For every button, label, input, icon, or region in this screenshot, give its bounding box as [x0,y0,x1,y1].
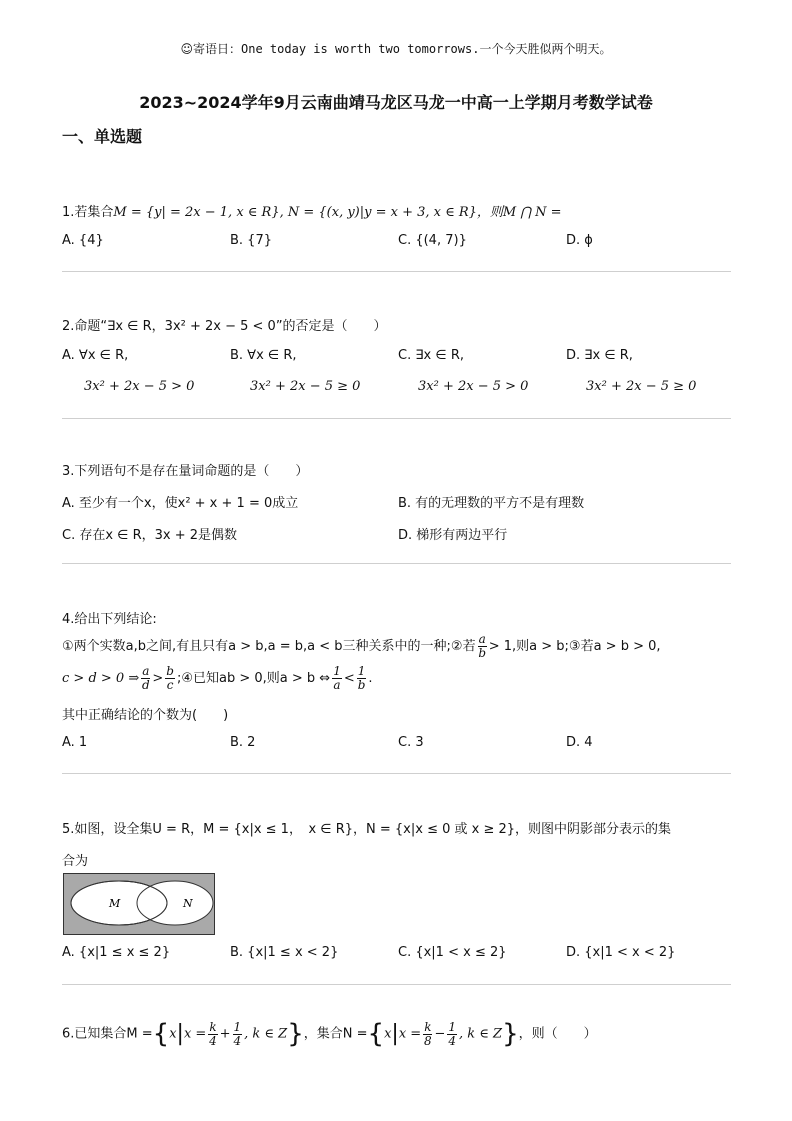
q6-fraction: $\frac{k}{4}$ [209,1019,217,1048]
q4-option-a: A. 1 [62,735,88,750]
header-motto [0,40,792,57]
q4-option-c: C. 3 [398,735,424,750]
q1-option-d: D. ϕ [566,233,593,248]
q5-option-d: D. {x|1 < x < 2} [566,945,676,960]
divider [62,773,731,774]
q6-fraction: $\frac{k}{8}$ [424,1019,432,1048]
q5-stem-line2: 合为 [62,854,89,869]
q1-option-b: B. {7} [230,233,272,248]
q4-fraction: $\frac{a}{d}$ [141,664,150,692]
q1-stem-prefix: 1.若集合 [62,205,114,220]
q1-stem [62,201,562,220]
q2-option-a-expr: 3x² + 2x − 5 > 0 [84,379,195,394]
set-n-ellipse [137,881,213,925]
q4-line3: 其中正确结论的个数为( ) [62,708,229,723]
q4-option-b: B. 2 [230,735,256,750]
q5-option-b: B. {x|1 ≤ x < 2} [230,945,339,960]
q4-line1-b: > 1,则a > b;③若a > b > 0, [488,639,661,654]
q2-option-a: A. ∀x ∈ R, [62,348,129,363]
q1-option-c: C. {(4, 7)} [398,233,467,248]
q5-option-a: A. {x|1 ≤ x ≤ 2} [62,945,171,960]
q4-stem: 4.给出下列结论: [62,612,157,627]
q4-fraction: $\frac{1}{a}$ [333,664,341,692]
q6-fraction: $\frac{1}{4}$ [448,1019,457,1048]
q2-option-c-expr: 3x² + 2x − 5 > 0 [418,379,529,394]
divider [62,271,731,272]
divider [62,563,731,564]
q4-line1 [62,632,661,662]
q6-stem: 6.已知集合M ={x|x = $\frac{k}{4}$ + $\frac{1}{4}$ , k ∈ Z}，集合N ={x|x = $\frac{k}{8}$ − $\frac{1}{4}$ , k ∈ Z}，则（ ） [62,1019,597,1049]
q6-fraction: $\frac{1}{4}$ [233,1019,242,1048]
q1-stem-math: M = {y| = 2x − 1, x ∈ R}, N = {(x, y)|y = x + 3, x ∈ R}，则M ⋂ N = [113,205,562,220]
header-english: One today is worth two tomorrows. [241,42,480,56]
section-heading: 一、单选题 [62,127,143,146]
q4-line2: c > d > 0 ⇒ $\frac{a}{d}$ > $\frac{b}{c}$ ;④已知ab > 0,则a > b ⇔ $\frac{1}{a}$ < $\frac{1}{b}$ . [62,664,373,692]
q3-option-d: D. 梯形有两边平行 [398,528,508,543]
q3-stem: 3.下列语句不是存在量词命题的是（ ） [62,464,309,479]
venn-diagram [63,873,215,935]
q4-fraction: $\frac{b}{c}$ [166,664,174,692]
q4-line1-a: ①两个实数a,b之间,有且只有a > b,a = b,a < b三种关系中的一种;②若 [62,639,476,654]
divider [62,418,731,419]
q4-option-d: D. 4 [566,735,593,750]
set-n-label: N [183,897,193,910]
set-m-label: M [109,897,121,910]
q3-option-a: A. 至少有一个x，使x² + x + 1 = 0成立 [62,496,299,511]
q4-fraction: $\frac{1}{b}$ [357,664,366,692]
q2-option-d: D. ∃x ∈ R, [566,348,633,363]
exam-title: 2023~2024学年9月云南曲靖马龙区马龙一中高一上学期月考数学试卷 [139,93,653,112]
q3-option-b: B. 有的无理数的平方不是有理数 [398,496,585,511]
q2-option-c: C. ∃x ∈ R, [398,348,465,363]
q2-option-d-expr: 3x² + 2x − 5 ≥ 0 [586,379,697,394]
q2-stem: 2.命题“∃x ∈ R，3x² + 2x − 5 < 0”的否定是（ ） [62,319,387,334]
q4-fraction: $\frac{a}{b}$ [478,632,486,660]
header-chinese: 一个今天胜似两个明天。 [479,42,612,56]
q3-option-c: C. 存在x ∈ R，3x + 2是偶数 [62,528,238,543]
q5-option-c: C. {x|1 < x ≤ 2} [398,945,507,960]
divider [62,984,731,985]
q5-stem-line1: 5.如图，设全集U = R，M = {x|x ≤ 1， x ∈ R}，N = {x|x ≤ 0 或 x ≥ 2}，则图中阴影部分表示的集 [62,822,672,837]
q2-option-b-expr: 3x² + 2x − 5 ≥ 0 [250,379,361,394]
q1-option-a: A. {4} [62,233,104,248]
header-prefix: ☺寄语日： [180,42,242,56]
q2-option-b: B. ∀x ∈ R, [230,348,297,363]
